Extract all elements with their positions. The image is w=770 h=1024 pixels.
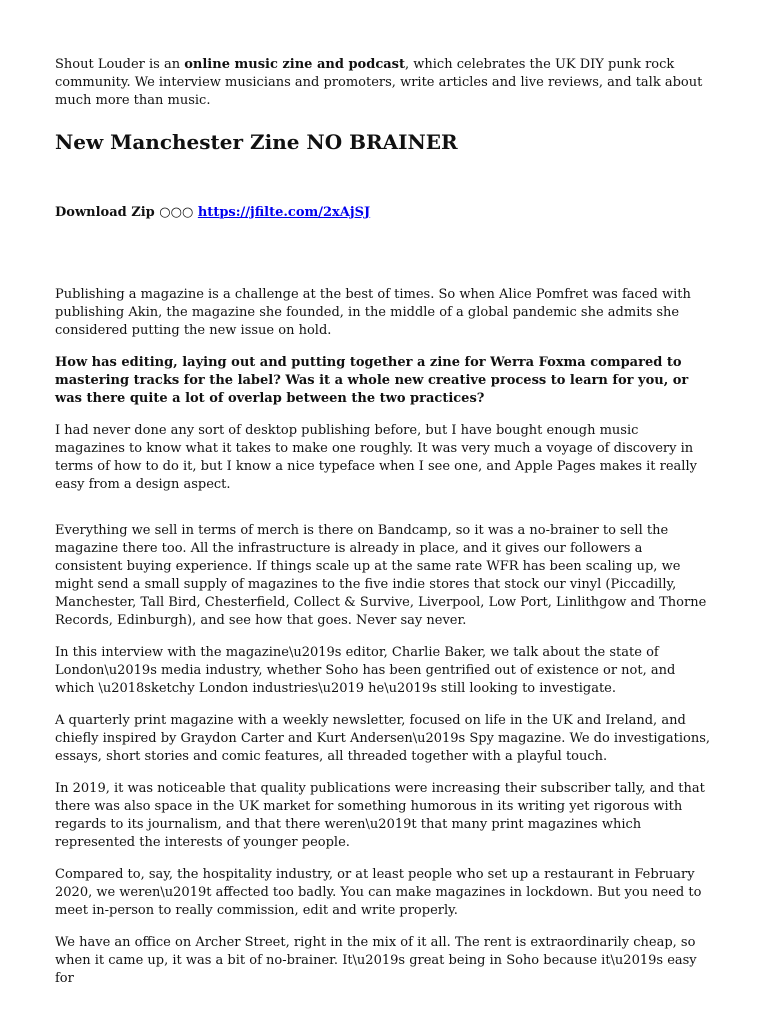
- paragraph-8: We have an office on Archer Street, right in the mix of it all. The rent is extraordinarily cheap, so when it came up, it was a bit of no-brainer. It\u2019s great being in Soho because it\u2019s easy for: [55, 935, 697, 986]
- download-label: Download Zip: [55, 205, 155, 220]
- paragraph-7: Compared to, say, the hospitality industry, or at least people who set up a restaurant in February 2020, we weren\u2019t affected too badly. You can make magazines in lockdown. But you need to meet in-person to really commission, edit and write properly.: [55, 867, 702, 918]
- intro-paragraph: [55, 56, 712, 110]
- intro-suffix: , which celebrates the UK DIY punk rock community. We interview musicians and promoters, write articles and live reviews, and talk about much more than music.: [55, 57, 703, 108]
- paragraph-4: In this interview with the magazine\u2019s editor, Charlie Baker, we talk about the state of London\u2019s media industry, whether Soho has been gentrified out of existence or not, and which \u2018sketchy London industries\u2019 he\u2019s still looking to investigate.: [55, 645, 676, 696]
- download-link[interactable]: https://jfilte.com/2xAjSJ: [197, 205, 371, 220]
- intro-prefix: Shout Louder is an: [55, 57, 185, 72]
- paragraph-2: I had never done any sort of desktop publishing before, but I have bought enough music magazines to know what it takes to make one roughly. It was very much a voyage of discovery in terms of how to do it, but I know a nice typeface when I see one, and Apple Pages makes it really easy from a design aspect.: [55, 423, 697, 492]
- intro-bold: online music zine and podcast: [184, 57, 405, 72]
- download-symbols: ○○○: [159, 205, 194, 220]
- paragraph-5: A quarterly print magazine with a weekly newsletter, focused on life in the UK and Ireland, and chiefly inspired by Graydon Carter and Kurt Andersen\u2019s Spy magazine. We do investigations, essays, short stories and comic features, all threaded together with a playful touch.: [55, 713, 711, 764]
- download-line: [55, 204, 712, 222]
- interview-question: How has editing, laying out and putting together a zine for Werra Foxma compared to mastering tracks for the label? Was it a whole new creative process to learn for you, or was there quite a lot of overlap between the two practices?: [55, 355, 689, 406]
- paragraph-1: Publishing a magazine is a challenge at the best of times. So when Alice Pomfret was faced with publishing Akin, the magazine she founded, in the middle of a global pandemic she admits she considered putting the new issue on hold.: [55, 287, 691, 338]
- paragraph-6: In 2019, it was noticeable that quality publications were increasing their subscriber tally, and that there was also space in the UK market for something humorous in its writing yet rigorous with regards to its journalism, and that there weren\u2019t that many print magazines which represented the interests of younger people.: [55, 781, 705, 850]
- paragraph-3: Everything we sell in terms of merch is there on Bandcamp, so it was a no-brainer to sell the magazine there too. All the infrastructure is already in place, and it gives our followers a consistent buying experience. If things scale up at the same rate WFR has been scaling up, we might send a small supply of magazines to the five indie stores that stock our vinyl (Piccadilly, Manchester, Tall Bird, Chesterfield, Collect & Survive, Liverpool, Low Port, Linlithgow and Thorne Records, Edinburgh), and see how that goes. Never say never.: [55, 523, 707, 628]
- page-title: New Manchester Zine NO BRAINER: [55, 130, 458, 154]
